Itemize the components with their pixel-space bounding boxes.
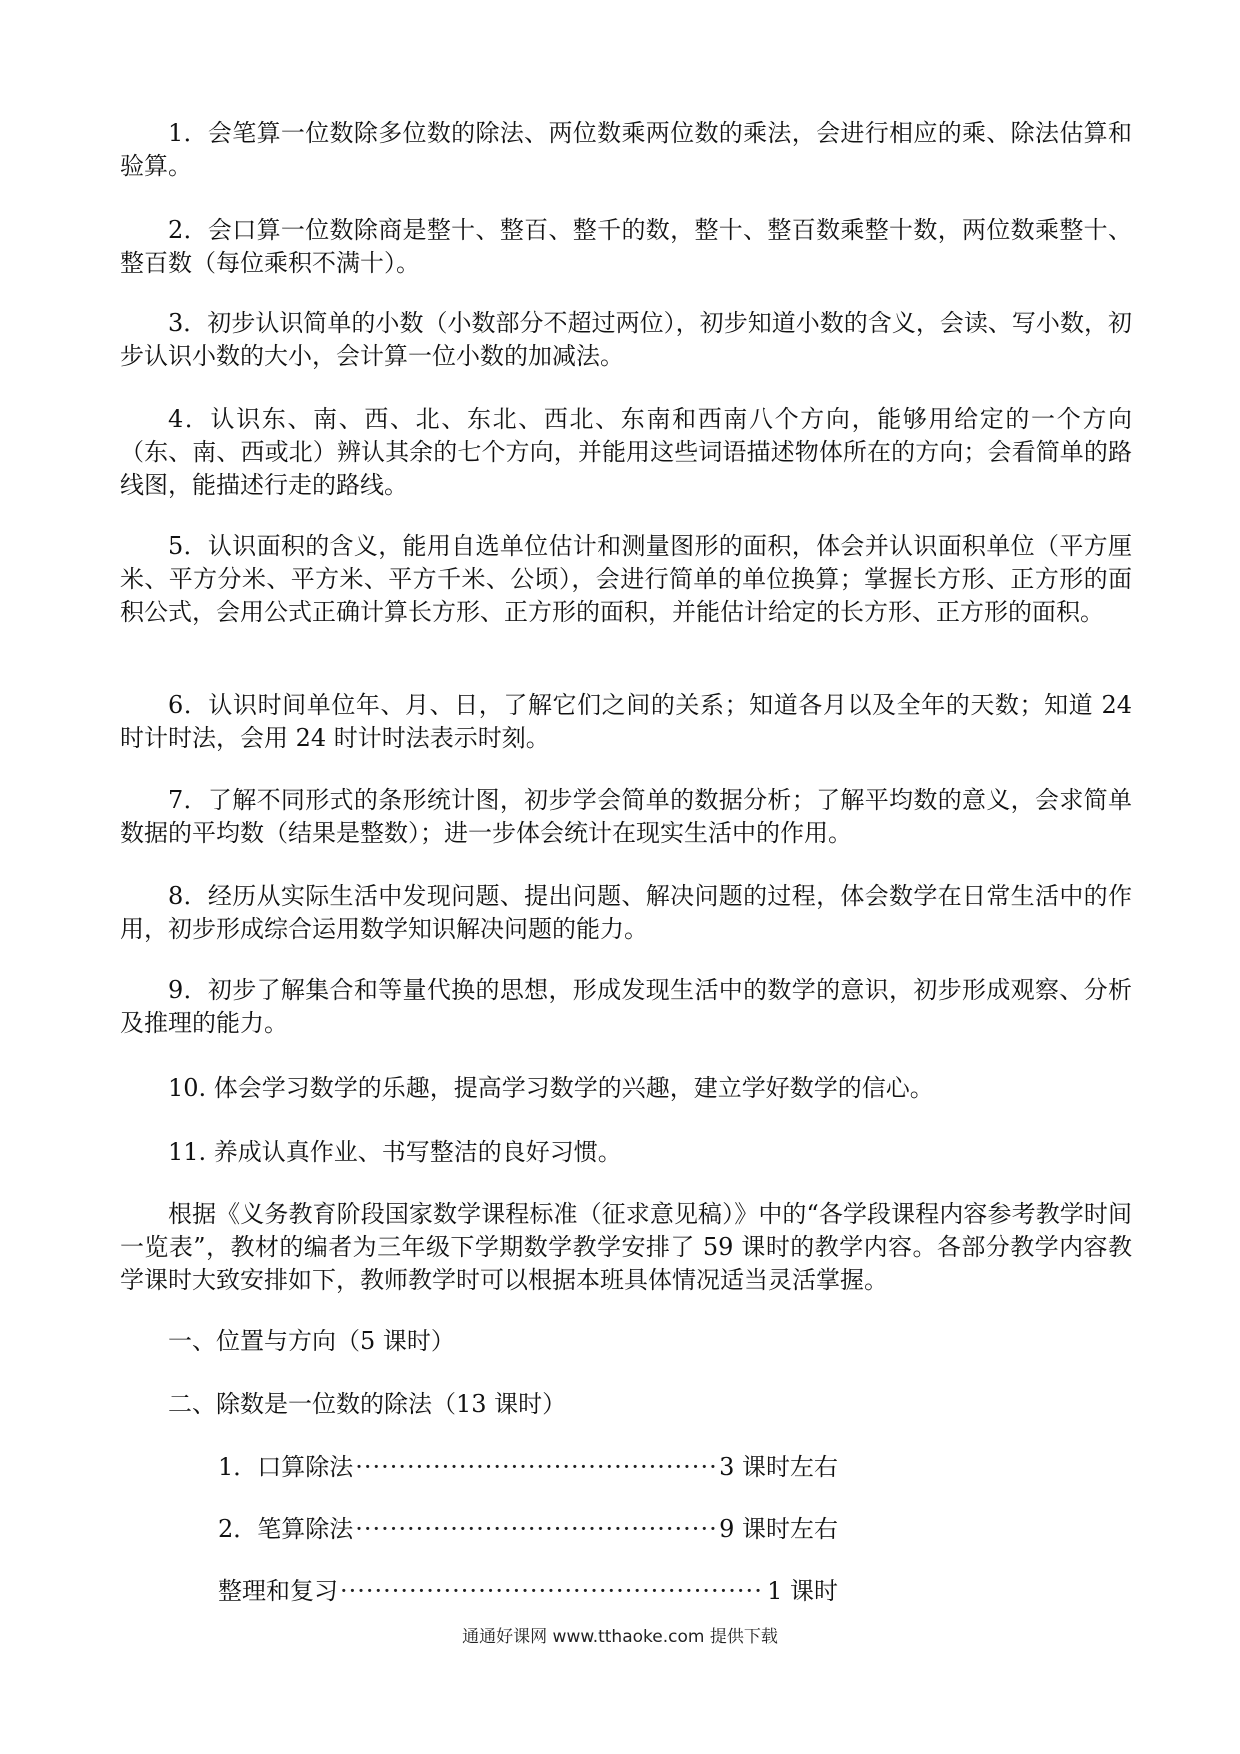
schedule-row — [218, 1451, 838, 1484]
objective-item-11: 11. 养成认真作业、书写整洁的良好习惯。 — [168, 1138, 622, 1166]
objective-item-5: 5．认识面积的含义，能用自选单位估计和测量图形的面积，体会并认识面积单位（平方厘米、平方分米、平方米、平方千米、公顷），会进行简单的单位换算；掌握长方形、正方形的面积公式，会用公式正确计算长方形、正方形的面积，并能估计给定的长方形、正方形的面积。 — [120, 532, 1132, 626]
objective-item-9: 9．初步了解集合和等量代换的思想，形成发现生活中的数学的意识，初步形成观察、分析及推理的能力。 — [120, 976, 1132, 1037]
objective-item-2: 2．会口算一位数除商是整十、整百、整千的数，整十、整百数乘整十数，两位数乘整十、整百数（每位乘积不满十）。 — [120, 216, 1132, 277]
schedule-value: 3 课时左右 — [719, 1453, 838, 1481]
section-heading-division: 二、除数是一位数的除法（13 课时） — [168, 1390, 567, 1418]
section-heading-position-direction: 一、位置与方向（5 课时） — [168, 1327, 455, 1355]
objective-item-1: 1．会笔算一位数除多位数的除法、两位数乘两位数的乘法，会进行相应的乘、除法估算和验算。 — [120, 119, 1132, 180]
schedule-label: 1．口算除法 — [218, 1453, 354, 1481]
schedule-row — [218, 1575, 838, 1608]
schedule-row — [218, 1513, 838, 1546]
schedule-label: 2．笔算除法 — [218, 1515, 354, 1543]
objective-item-6: 6．认识时间单位年、月、日，了解它们之间的关系；知道各月以及全年的天数；知道 24 时计时法，会用 24 时计时法表示时刻。 — [120, 691, 1132, 752]
objective-item-4: 4．认识东、南、西、北、东北、西北、东南和西南八个方向，能够用给定的一个方向（东、南、西或北）辨认其余的七个方向，并能用这些词语描述物体所在的方向；会看简单的路线图，能描述行走的路线。 — [120, 405, 1132, 499]
leader-dots — [355, 1513, 717, 1546]
page-footer: 通通好课网 www.tthaoke.com 提供下载 — [462, 1627, 778, 1647]
schedule-value: 1 课时 — [767, 1577, 838, 1605]
objective-item-3: 3．初步认识简单的小数（小数部分不超过两位），初步知道小数的含义，会读、写小数，初步认识小数的大小，会计算一位小数的加减法。 — [120, 309, 1132, 370]
objective-item-10: 10. 体会学习数学的乐趣，提高学习数学的兴趣，建立学好数学的信心。 — [168, 1074, 934, 1102]
objective-item-7: 7．了解不同形式的条形统计图，初步学会简单的数据分析；了解平均数的意义，会求简单数据的平均数（结果是整数）；进一步体会统计在现实生活中的作用。 — [120, 786, 1132, 847]
leader-dots — [340, 1575, 765, 1608]
leader-dots — [355, 1451, 717, 1484]
intro-paragraph: 根据《义务教育阶段国家数学课程标准（征求意见稿）》中的“各学段课程内容参考教学时间一览表”，教材的编者为三年级下学期数学教学安排了 59 课时的教学内容。各部分教学内容教学课时大致安排如下，教师教学时可以根据本班具体情况适当灵活掌握。 — [120, 1200, 1132, 1294]
schedule-value: 9 课时左右 — [719, 1515, 838, 1543]
schedule-label: 整理和复习 — [218, 1577, 338, 1605]
objective-item-8: 8．经历从实际生活中发现问题、提出问题、解决问题的过程，体会数学在日常生活中的作用，初步形成综合运用数学知识解决问题的能力。 — [120, 882, 1132, 943]
